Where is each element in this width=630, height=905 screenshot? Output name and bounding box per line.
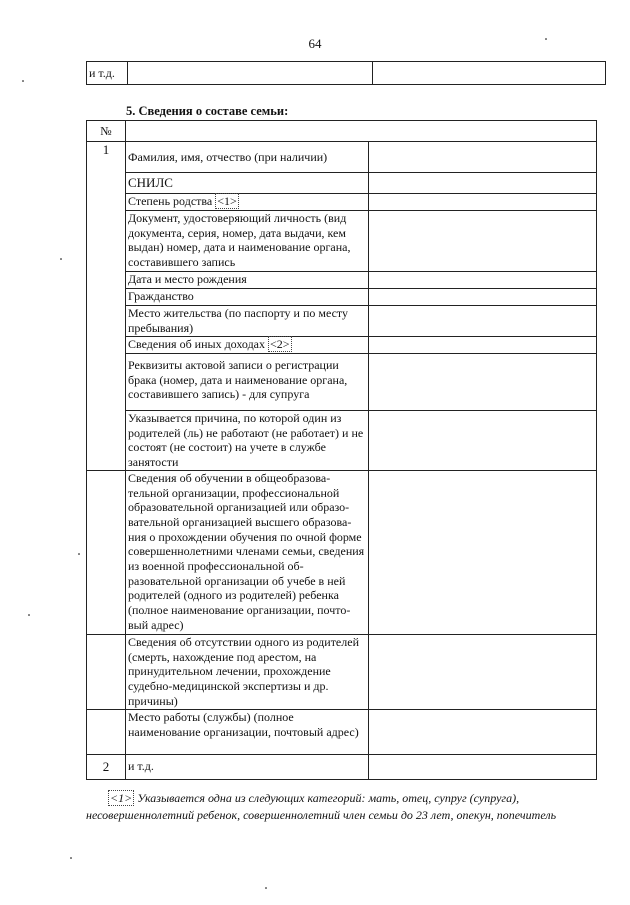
snils-label: СНИЛС [126,173,369,194]
table-header-row [87,121,597,142]
snils-value [369,173,597,194]
scan-speck [22,80,24,82]
footnote-ref-2: <2> [270,337,290,351]
education-info-value [369,470,597,634]
empty-cell [373,62,606,85]
family-composition-table [86,120,597,780]
table-row [87,634,597,709]
section-heading: 5. Сведения о составе семьи: [126,104,289,118]
scan-speck [265,887,267,889]
workplace-value [369,709,597,754]
residence-label: Место жительства (по паспорту и по месту пребывания) [126,306,369,337]
unemployment-reason-label: Указывается причина, по которой один из родителей (ль) не работают (не работает) и не состоят (не состоит) на учете в службе занятости [126,411,369,471]
full-name-value [369,142,597,173]
scan-speck [28,614,30,616]
empty-number-cell [87,709,126,754]
marriage-record-value [369,354,597,411]
citizenship-label: Гражданство [126,289,369,306]
footnote-ref-1: <1> [217,194,237,208]
birth-label: Дата и место рождения [126,272,369,289]
birth-value [369,272,597,289]
page-number: 64 [308,36,322,51]
table-row [87,173,597,194]
citizenship-value [369,289,597,306]
table-row [87,289,597,306]
member-number: 2 [87,754,126,779]
continuation-table [86,61,606,85]
empty-number-cell [87,634,126,709]
scan-speck [545,38,547,40]
table-row [87,470,597,634]
header-empty-cell [126,121,597,142]
marriage-record-label: Реквизиты актовой записи о регистрации брака (номер, дата и наименование органа, составившего запись) - для супруга [126,354,369,411]
identity-document-label: Документ, удостоверяющий личность (вид документа, серия, номер, дата выдачи, кем выдан) номер, дата и наименование органа, составившего запись [126,211,369,272]
table-row [87,411,597,471]
empty-cell [369,754,597,779]
table-row [87,194,597,211]
kinship-label [126,194,369,211]
other-income-value [369,337,597,354]
parent-absence-label: Сведения об отсутствии одного из родителей (смерть, нахождение под арестом, на принудительном лечении, прохождение судебно-медицинской экспертизы и др. причины) [126,634,369,709]
identity-document-value [369,211,597,272]
residence-value [369,306,597,337]
workplace-label: Место работы (службы) (полное наименование организации, почтовый адрес) [126,709,369,754]
unemployment-reason-value [369,411,597,471]
table-row [87,272,597,289]
footnote [86,790,606,823]
table-row [87,709,597,754]
number-header: № [87,121,126,142]
continuation-label: и т.д. [87,62,128,85]
table-row [87,211,597,272]
table-row [87,142,597,173]
kinship-value [369,194,597,211]
other-income-text: Сведения об иных доходах [128,337,269,351]
empty-cell [128,62,373,85]
table-row [87,354,597,411]
scan-speck [78,553,80,555]
other-income-label [126,337,369,354]
table-row [87,306,597,337]
table-row [87,62,606,85]
member-number: 1 [87,142,126,471]
empty-number-cell [87,470,126,634]
education-info-label: Сведения об обучении в общеобразова-тельной организации, профессиональной образовательной организацией или образо-вательной организацией высшего образова-ния о прохождении обучения по очной форме совершеннолетними членами семьи, сведения из военной профессиональной об-разовательной организации об учебе в ней родителей (одного из родителей) ребенка (полное наименование организации, почто-вый адрес) [126,470,369,634]
full-name-label: Фамилия, имя, отчество (при наличии) [126,142,369,173]
kinship-text: Степень родства [128,194,216,208]
table-row [87,754,597,779]
footnote-marker: <1> [110,791,133,805]
table-row [87,337,597,354]
scan-speck [70,857,72,859]
scan-speck [60,258,62,260]
parent-absence-value [369,634,597,709]
footnote-text: Указывается одна из следующих категорий: мать, отец, супруг (супруга), несовершеннолетний ребенок, совершеннолетний член семьи до 23 лет, опекун, попечитель [86,791,557,822]
continuation-label: и т.д. [126,754,369,779]
